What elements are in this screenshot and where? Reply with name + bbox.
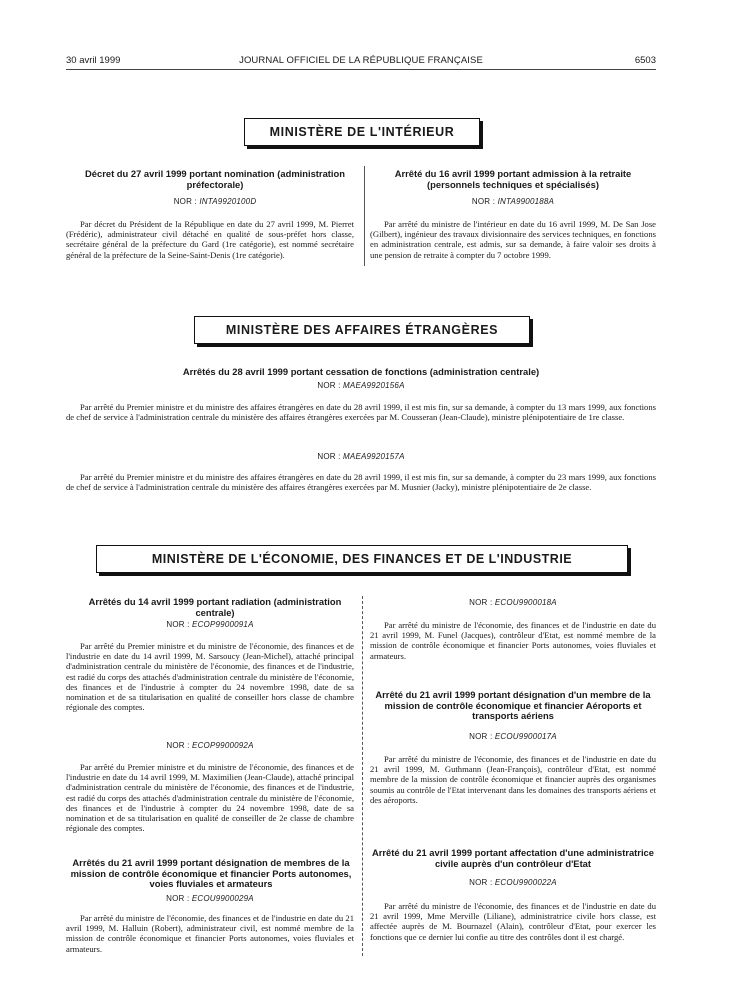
arrete-title: Arrêtés du 21 avril 1999 portant désignation de membres de la mission de contrôle économique et financier Ports autonomes, voies fluviales et armateurs [70,857,352,889]
journal-title: JOURNAL OFFICIEL DE LA RÉPUBLIQUE FRANÇAISE [239,55,483,66]
nor-reference: NOR : ECOU9900022A [469,878,557,887]
page-number: 6503 [634,55,656,66]
nor-reference: NOR : MAEA9920156A [317,381,405,390]
nor-reference: NOR : ECOP9900092A [166,741,254,750]
nor-reference: NOR : ECOU9900029A [166,894,254,903]
arrete-text: Par arrêté du ministre de l'intérieur en date du 16 avril 1999, M. De San Jose (Gilbert), ingénieur des travaux divisionnaire des services techniques, en fonctions en administration centrale, est admis, sur sa demande, à faire valoir ses droits à une pension de retraite à compter du 7 octobre 1999. [370,219,656,260]
nor-reference: NOR : INTA9900188A [471,197,555,206]
ministry-title-interieur: MINISTÈRE DE L'INTÉRIEUR [244,118,480,146]
nor-reference: NOR : MAEA9920157A [317,452,405,461]
nor-reference: NOR : ECOP9900091A [166,620,254,629]
arrete-text: Par arrêté du Premier ministre et du ministre des affaires étrangères en date du 28 avril 1999, il est mis fin, sur sa demande, à compter du 13 mars 1999, aux fonctions de chef de service à l'administration centrale du ministère des affaires étrangères exercées par M. Cousseran (Jean-Claude), ministre plénipotentiaire de 1re classe. [66,402,656,423]
arrete-text: Par arrêté du ministre de l'économie, des finances et de l'industrie en date du 21 avril 1999, Mme Merville (Liliane), administratrice civile hors classe, est affectée auprès de M. Bournazel (Alain), contrôleur d'Etat, pour exercer les fonctions que ce dernier lui confie au titre des contrôles dont il est chargé. [370,901,656,942]
arrete-text: Par arrêté du ministre de l'économie, des finances et de l'industrie en date du 21 avril 1999, M. Funel (Jacques), contrôleur d'Etat, est nommé membre de la mission de contrôle économique et financier Ports autonomes, voies fluviales et armateurs. [370,620,656,661]
ministry-title-economie: MINISTÈRE DE L'ÉCONOMIE, DES FINANCES ET DE L'INDUSTRIE [96,545,628,573]
running-header [66,55,656,69]
arrete-text: Par arrêté du Premier ministre et du ministre de l'économie, des finances et de l'industrie en date du 14 avril 1999, M. Maximilien (Jean-Claude), attaché principal d'administration centrale du ministère de l'économie, des finances et de l'industrie, est radié du corps des attachés d'administration centrale du ministère de l'économie, des finances et de l'industrie à compter du 24 novembre 1998, date de sa nomination et de sa titularisation en qualité de conseiller de 2e classe de chambre régionale des comptes. [66,762,354,834]
nor-reference: NOR : INTA9920100D [173,197,257,206]
section-subtitle: Arrêtés du 28 avril 1999 portant cessation de fonctions (administration centrale) [182,366,540,377]
arrete-title: Arrêté du 16 avril 1999 portant admission à la retraite (personnels techniques et spécialisés) [394,168,632,190]
ministry-title-affaires-etrangeres: MINISTÈRE DES AFFAIRES ÉTRANGÈRES [194,316,530,344]
arrete-title: Arrêté du 21 avril 1999 portant affectation d'une administratrice civile auprès d'un contrôleur d'Etat [371,847,654,869]
header-rule [66,69,656,70]
arrete-text: Par arrêté du ministre de l'économie, des finances et de l'industrie en date du 21 avril 1999, M. Guthmann (Jean-François), contrôleur d'Etat, est nommé membre de la mission de contrôle économique et financier auprès des organismes soumis au contrôle de l'Etat intervenant dans les domaines des transports aériens et des aéroports. [370,754,656,805]
decree-title: Décret du 27 avril 1999 portant nomination (administration préfectorale) [85,168,345,190]
arrete-text: Par arrêté du ministre de l'économie, des finances et de l'industrie en date du 21 avril 1999, M. Halluin (Robert), administrateur civil, est nommé membre de la mission de contrôle économique et financier Ports autonomes, voies fluviales et armateurs. [66,913,354,954]
decree-text: Par décret du Président de la République en date du 27 avril 1999, M. Pierret (Frédéric), administrateur civil détaché en qualité de sous-préfet hors classe, secrétaire général de la préfecture du Gard (1re catégorie), est nommé secrétaire général de la préfecture de la Seine-Saint-Denis (1re catégorie). [66,219,354,260]
arrete-text: Par arrêté du Premier ministre et du ministre des affaires étrangères en date du 28 avril 1999, il est mis fin, sur sa demande, à compter du 23 mars 1999, aux fonctions de chef de service à l'administration centrale du ministère des affaires étrangères exercées par M. Musnier (Jacky), ministre plénipotentiaire de 2e classe. [66,472,656,493]
arrete-text: Par arrêté du Premier ministre et du ministre de l'économie, des finances et de l'industrie en date du 14 avril 1999, M. Sarsoucy (Jean-Michel), attaché principal d'administration centrale du ministère de l'économie, des finances et de l'industrie, est radié du corps des attachés d'administration centrale du ministère de l'économie, des finances et de l'industrie à compter du 24 novembre 1998, date de sa nomination et de sa titularisation en qualité de conseiller hors classe de chambre régionale des comptes. [66,641,354,713]
column-divider [362,596,363,956]
column-divider [364,166,365,266]
arrete-title: Arrêté du 21 avril 1999 portant désignation d'un membre de la mission de contrôle économique et financier Aéroports et transports aériens [375,689,651,721]
nor-reference: NOR : ECOU9900017A [469,732,557,741]
arrete-title: Arrêtés du 14 avril 1999 portant radiation (administration centrale) [88,596,342,618]
issue-date: 30 avril 1999 [66,55,121,66]
nor-reference: NOR : ECOU9900018A [469,598,557,607]
